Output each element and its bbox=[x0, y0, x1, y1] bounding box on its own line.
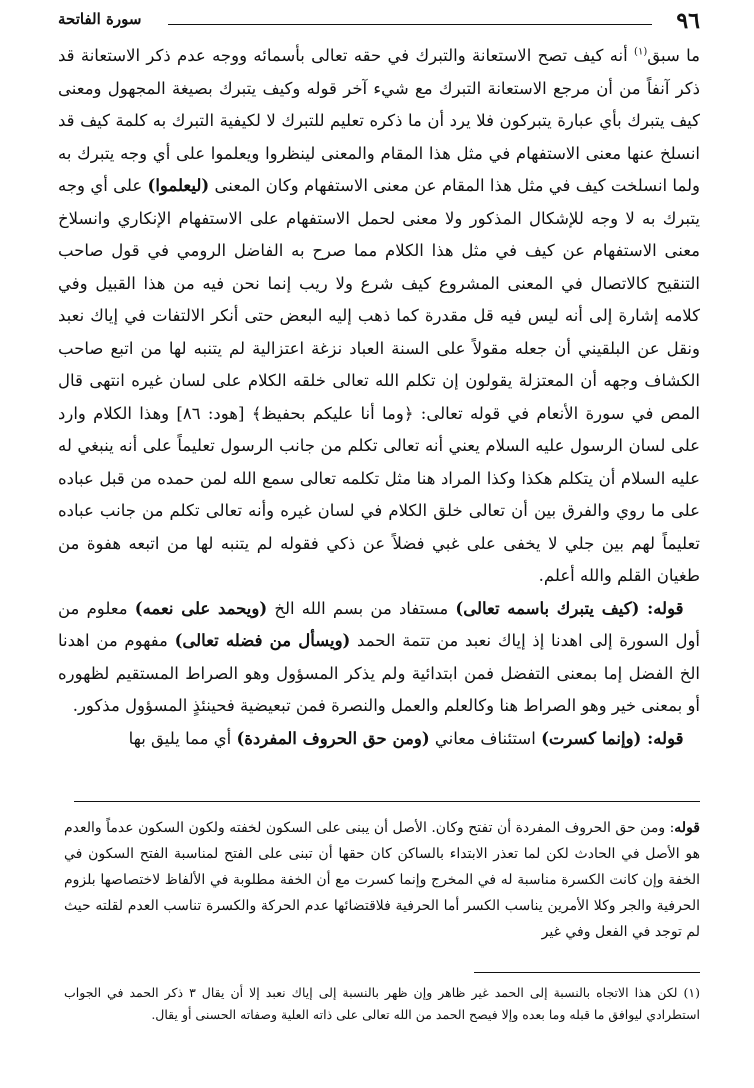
footnote-separator bbox=[474, 972, 700, 973]
p2-text-3: مفهوم من اهدنا الخ الفضل إما بمعنى التفضل فمن ابتدائية ولم يذكر المسؤول وهو الصراط المستقيم لظهوره أو بمعنى خير وهو الصراط هنا وكالعلم والعمل والنصرة فمن تبعيضية فحينئذٍ المسؤول مذكور. bbox=[58, 631, 700, 715]
p3-bold-1: : (وإنما كسرت) bbox=[541, 728, 654, 748]
p1-text: أنه كيف تصح الاستعانة والتبرك في حقه تعالى بأسمائه ووجه عدم ذكر الاستعانة قد ذكر آنفاً من أن مرجع الاستعانة التبرك مع شيء آخر قوله وكيف يتبرك بصيغة المجهول ومعنى كيف يتبرك بأي عبارة يتبركون فلا يرد أن ما ذكره تعليم للتبرك لا لكيفية التبرك به كلمة كيف قد انسلخ عنها معنى الاستفهام في مثل هذا المقام والمعنى لينظروا ويعلموا على أي وجه يتبرك به ولما انسلخت كيف في مثل هذا المقام عن معنى الاستفهام وكان المعنى bbox=[58, 46, 700, 195]
p1-start: ما سبق bbox=[647, 46, 700, 65]
commentary-paragraph bbox=[64, 815, 700, 945]
p2-bold-2: (ويحمد على نعمه) bbox=[134, 598, 268, 618]
p2-bold-3: (ويسأل من فضله تعالى) bbox=[174, 631, 351, 650]
p2-text-2: معلوم من أول السورة إلى اهدنا إذ إياك نعبد من تتمة الحمد bbox=[58, 598, 701, 650]
commentary-separator bbox=[74, 801, 700, 802]
surah-title: سورة الفاتحة bbox=[58, 10, 142, 28]
commentary-text: : ومن حق الحروف المفردة أن تفتح وكان. الأصل أن يبنى على السكون لخفته ولكون السكون عدماً والعدم هو الأصل في الحادث لكن لما تعذر الابتداء بالساكن كان حقها أن تبنى على الفتح لمناسبة الفتح السكون في الخفة وإن كانت الكسرة مناسبة له في المخرج وإنما كسرت مع أن الخفة مطلوبة في الألفاظ لاختصاصها بلزوم الحرفية والجر وكلا الأمرين يناسب الكسر أما الحرفية فلاقتضائها عدم الحركة والكسرة تناسب العدم لقلته حيث لم توجد في الفعل وفي غير bbox=[64, 820, 700, 940]
main-text bbox=[58, 40, 700, 755]
qawluhu-label: قوله bbox=[653, 728, 684, 748]
p3-text-1: استئناف معاني bbox=[429, 728, 542, 748]
footnote-paragraph bbox=[64, 982, 700, 1026]
paragraph-2 bbox=[58, 593, 700, 723]
p3-text-2: أي مما يليق بها bbox=[128, 728, 237, 748]
paragraph-3 bbox=[58, 723, 700, 756]
page-header bbox=[58, 10, 700, 34]
page-number: ٩٦ bbox=[676, 8, 700, 34]
footnote-section bbox=[64, 982, 700, 1026]
quran-verse: ﴿وما أنا عليكم بحفيظ﴾ bbox=[251, 403, 414, 423]
p2-bold-1: : (كيف يتبرك باسمه تعالى) bbox=[455, 598, 654, 618]
p1-bold: (ليعلموا) bbox=[147, 176, 210, 195]
commentary-section bbox=[64, 815, 700, 945]
footnote-number: (١) bbox=[683, 985, 701, 1000]
p1-text-2: على أي وجه يتبرك به لا وجه للإشكال المذكور ولا معنى لحمل الاستفهام على الاستفهام الإنكاري وانسلاخ معنى الاستفهام عن كيف في مثل هذا الكلام مما صرح به الفاضل الرومي في قول صاحب التنقيح كالاتصال في المعنى المشروع كيف شرع ولا ريب إنما نحن فيه من هذا القبيل وفي كلامه إشارة إلى أنه ليس فيه قل مقدرة كما ذهب إليه البعض حتى أنكر الالتفات في إياك نعبد ونقل عن البلقيني أن جعله مقولاً على السنة العباد نزغة اعتزالية لم يتنبه لها من اتبع صاحب الكشاف وجهه أن المعتزلة يقولون إن تكلم الله تعالى خلقه الكلام على لسان غيره انتهى قال المص في سورة الأنعام في قوله تعالى: bbox=[58, 176, 701, 423]
p2-text-1: مستفاد من بسم الله الخ bbox=[267, 598, 456, 618]
paragraph-1 bbox=[58, 40, 700, 593]
footnote-ref[interactable]: (١) bbox=[634, 46, 648, 58]
qawluhu-label: قوله bbox=[653, 598, 684, 618]
p3-bold-2: (ومن حق الحروف المفردة) bbox=[236, 728, 430, 748]
header-rule bbox=[168, 24, 652, 25]
footnote-text: لكن هذا الاتجاه بالنسبة إلى الحمد غير ظاهر وإن ظهر بالنسبة إلى إياك نعبد إلا أن يقال ٣ ذكر الحمد في الجواب استطرادي ليوافق ما قبله وما بعده وإلا فيصح الحمد من الله تعالى على ذاته العلية وصفاته الحسنى أو يقال. bbox=[64, 985, 700, 1022]
p1-text-3: [هود: ٨٦] وهذا الكلام وارد على لسان الرسول عليه السلام يعني أنه تعالى تكلم من جانب الرسول تعليماً على أنه ينبغي له عليه السلام أن يتكلم هكذا وكذا المراد هنا مثل تكلمه تعالى سمع الله لمن حمده من قبل عباده على ما روي والفرق بين أن تعالى خلق الكلام في لسان غيره وأنه تعالى تكلم من جانب عباده تعليماً لهم بين جلي لا يخفى على غبي فضلاً عن ذكي فقوله لم يتنبه لها من اتبعه هفوة من طغيان القلم والله أعلم. bbox=[58, 403, 700, 585]
commentary-label: قوله bbox=[674, 820, 700, 836]
